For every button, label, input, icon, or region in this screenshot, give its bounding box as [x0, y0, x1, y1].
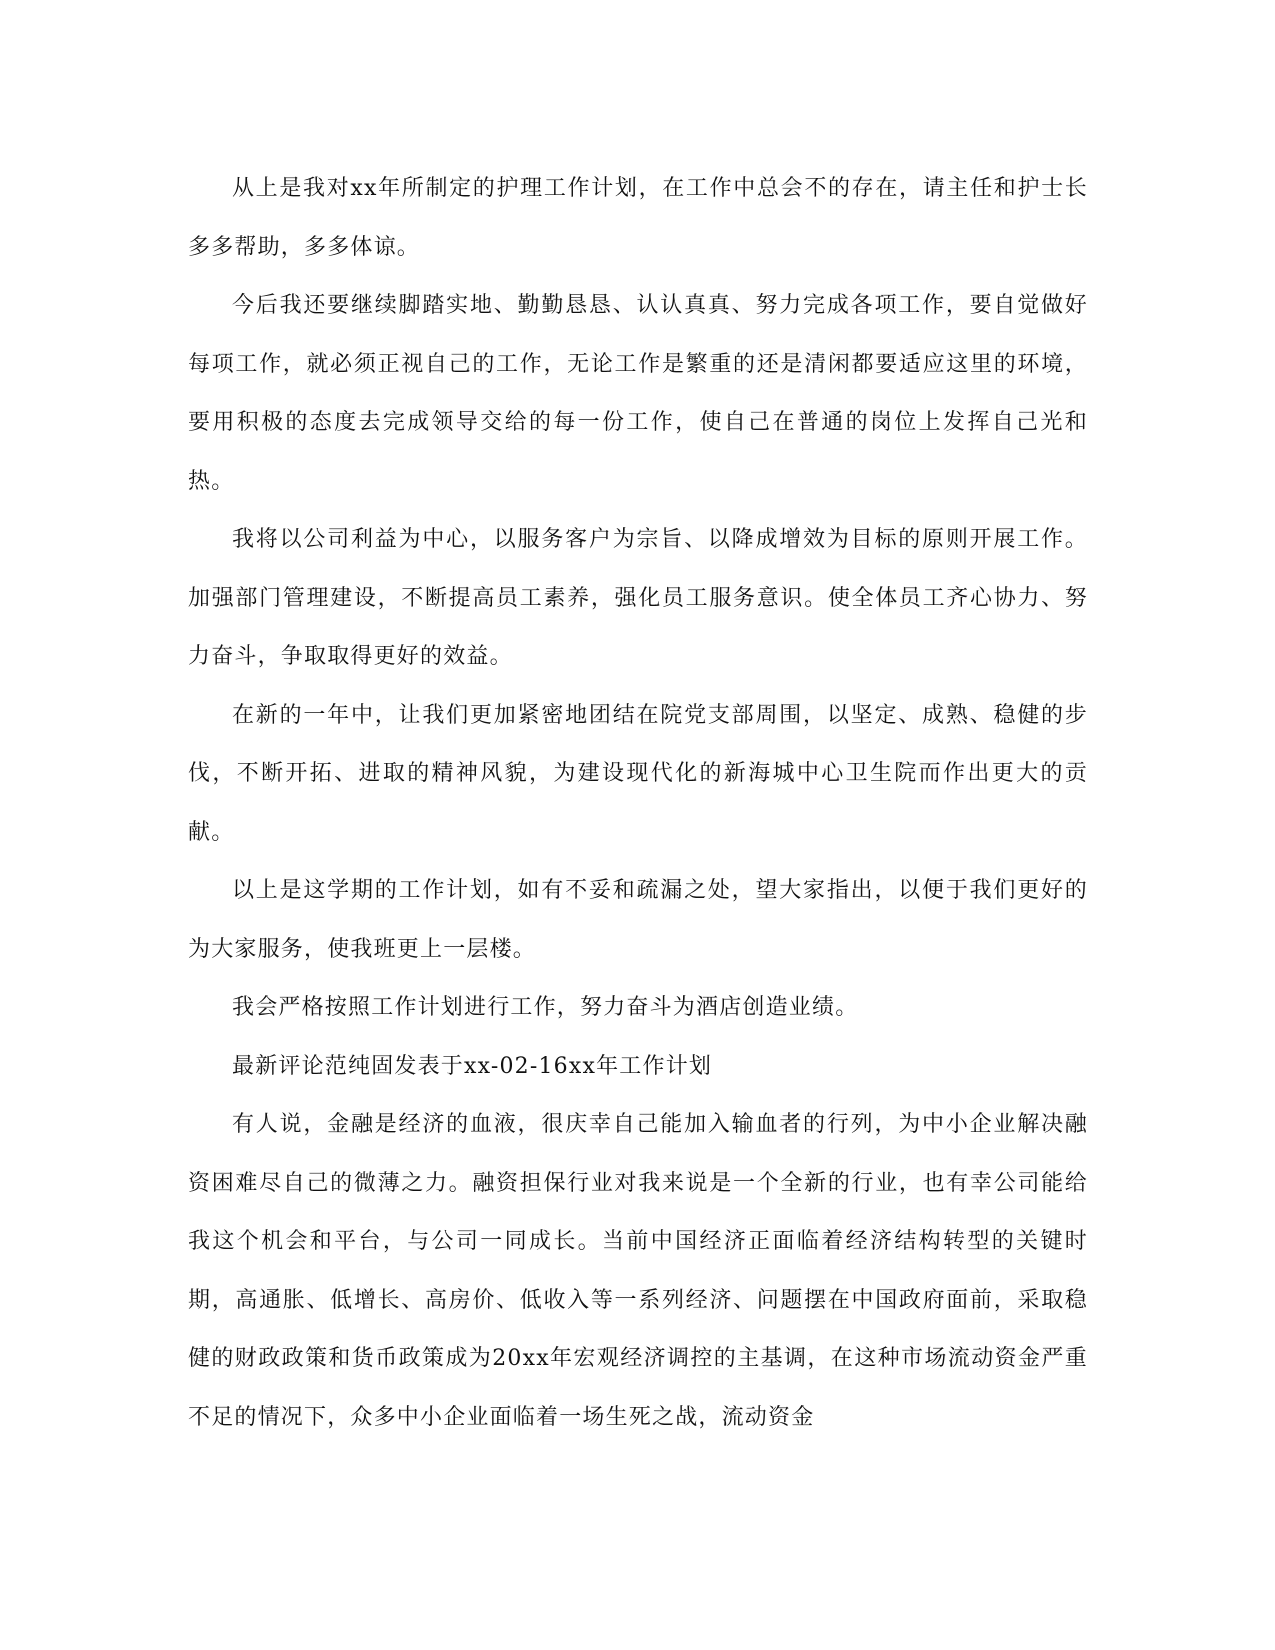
paragraph-new-year: 在新的一年中，让我们更加紧密地团结在院党支部周围，以坚定、成熟、稳健的步伐，不断开拓、进取的精神风貌，为建设现代化的新海城中心卫生院而作出更大的贡献。: [188, 702, 1088, 845]
document-body: [188, 160, 1088, 1447]
paragraph-hotel-performance: 我会严格按照工作计划进行工作，努力奋斗为酒店创造业绩。: [232, 995, 859, 1020]
paragraph-comment-line: 最新评论范纯固发表于xx-02-16xx年工作计划: [232, 1053, 713, 1079]
paragraph-finance: 有人说，金融是经济的血液，很庆幸自己能加入输血者的行列，为中小企业解决融资困难尽自己的微薄之力。融资担保行业对我来说是一个全新的行业，也有幸公司能给我这个机会和平台，与公司一同成长。当前中国经济正面临着经济结构转型的关键时期，高通胀、低增长、高房价、低收入等一系列经济、问题摆在中国政府面前，采取稳健的财政政策和货币政策成为20xx年宏观经济调控的主基调，在这种市场流动资金严重不足的情况下，众多中小企业面临着一场生死之战，流动资金: [188, 1112, 1088, 1430]
paragraph-future-work: 今后我还要继续脚踏实地、勤勤恳恳、认认真真、努力完成各项工作，要自觉做好每项工作，就必须正视自己的工作，无论工作是繁重的还是清闲都要适应这里的环境，要用积极的态度去完成领导交给的每一份工作，使自己在普通的岗位上发挥自己光和热。: [188, 293, 1088, 494]
paragraph-semester-plan: 以上是这学期的工作计划，如有不妥和疏漏之处，望大家指出，以便于我们更好的为大家服务，使我班更上一层楼。: [188, 878, 1088, 962]
paragraph-company-interest: 我将以公司利益为中心，以服务客户为宗旨、以降成增效为目标的原则开展工作。加强部门管理建设，不断提高员工素养，强化员工服务意识。使全体员工齐心协力、努力奋斗，争取取得更好的效益。: [188, 527, 1088, 669]
paragraph-nursing-plan: 从上是我对xx年所制定的护理工作计划，在工作中总会不的存在，请主任和护士长多多帮助，多多体谅。: [188, 176, 1088, 260]
